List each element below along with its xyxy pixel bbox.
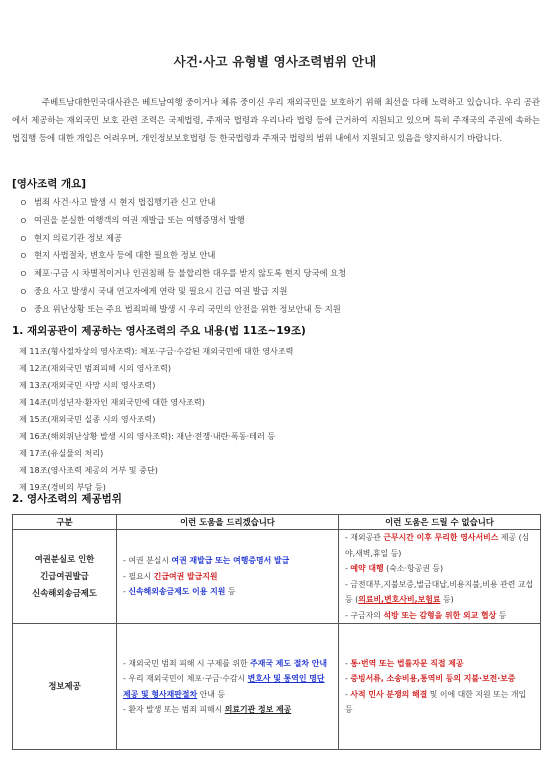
consular-scope-table (12, 514, 541, 750)
table-row (13, 624, 541, 750)
row-category: 여권분실로 인한 긴급여권발급 신속해외송금제도 (13, 530, 117, 624)
list-item: - 환자 발생 또는 범죄 피해시 의료기관 정보 제공 (123, 705, 292, 714)
list-item: - 재외국민 범죄 피해 시 구제를 위한 주재국 제도 절차 안내 (123, 658, 327, 668)
column-header-cannot-help: 이런 도움은 드릴 수 없습니다 (339, 515, 541, 530)
list-item: ㅇ 현지 사법절차, 변호사 등에 대한 필요한 정보 안내 (19, 250, 216, 263)
list-item: 제 17조(유실물의 처리) (19, 448, 104, 458)
list-item: ㅇ 범죄 사건·사고 발생 시 현지 법집행기관 신고 안내 (19, 197, 216, 209)
page-title: 사건·사고 유형별 영사조력범위 안내 (173, 54, 377, 69)
table-header-row (13, 515, 541, 530)
circle-bullet-icon: ㅇ (19, 216, 28, 227)
list-item: - 예약 대행 (숙소·항공권 등) (345, 564, 444, 573)
table-row (13, 530, 541, 624)
list-item: - 사적 민사 분쟁의 해결 및 이에 대한 지원 또는 개입 등 (345, 689, 527, 714)
list-item: 제 13조(재외국민 사망 시의 영사조력) (19, 380, 156, 390)
cannot-help-cell (339, 624, 541, 750)
cannot-help-cell (339, 530, 541, 624)
section1-heading: 1. 재외공관이 제공하는 영사조력의 주요 내용(법 11조~19조) (12, 325, 306, 337)
can-help-cell (117, 624, 339, 750)
can-help-cell (117, 530, 339, 624)
list-item: - 증빙서류, 소송비용,통역비 등의 지불·보전·보증 (345, 674, 516, 683)
list-item: - 우리 재외국민이 체포·구금·수감시 변호사 및 통역인 명단 제공 및 형사재판절차 안내 등 (123, 674, 325, 699)
circle-bullet-icon: ㅇ (19, 199, 28, 209)
circle-bullet-icon: ㅇ (19, 270, 28, 281)
article-list (19, 343, 293, 496)
list-item: - 구금자의 석방 또는 감형을 위한 외교 협상 등 (345, 610, 507, 620)
circle-bullet-icon: ㅇ (19, 234, 28, 245)
list-item: 제 11조(형사절차상의 영사조력): 체포·구금·수감된 재외국민에 대한 영사조력 (19, 346, 294, 356)
list-item: ㅇ 현지 의료기관 정보 제공 (19, 232, 123, 245)
list-item: - 여권 분실시 여권 재발급 또는 여행증명서 발급 (123, 556, 290, 566)
list-item: 제 18조(영사조력 제공의 거부 및 중단) (19, 465, 158, 475)
section2-heading: 2. 영사조력의 제공범위 (12, 493, 122, 505)
list-item: 제 14조(미성년자·환자인 재외국민에 대한 영사조력) (19, 397, 205, 407)
overview-list (19, 194, 346, 319)
list-item: - 신속해외송금제도 이용 지원 등 (123, 587, 236, 597)
list-item: ㅇ 여권을 분실한 여행객의 여권 재발급 또는 여행증명서 발행 (19, 214, 245, 227)
list-item: - 재외공관 근무시간 이후 무리한 영사서비스 제공 (심야,새벽,휴일 등) (345, 533, 530, 558)
circle-bullet-icon: ㅇ (19, 305, 28, 316)
list-item: 제 19조(경비의 부담 등) (19, 482, 106, 492)
row-category: 정보제공 (13, 624, 117, 750)
list-item: - 필요시 긴급여권 발급지원 (123, 571, 218, 581)
list-item: ㅇ 체포·구금 시 차별적이거나 인권침해 등 불합리한 대우를 받지 않도록 현지 당국에 요청 (19, 268, 347, 281)
circle-bullet-icon: ㅇ (19, 287, 28, 298)
list-item: - 통·번역 또는 법률자문 직접 제공 (345, 658, 464, 668)
column-header-category: 구분 (13, 515, 117, 530)
list-item: 제 16조(해외위난상황 발생 시의 영사조력): 재난·전쟁·내란·폭동·테러 등 (19, 431, 276, 441)
column-header-can-help: 이런 도움을 드리겠습니다 (117, 515, 339, 530)
overview-heading: [영사조력 개요] (12, 178, 87, 190)
list-item: 제 15조(재외국민 실종 시의 영사조력) (19, 414, 156, 424)
list-item: - 금전대부,지불보증,벌금대납,비용지불,비용 관련 교섭 등 (의료비,변호사비,보험료 등) (345, 579, 534, 604)
intro-paragraph: 주베트남대한민국대사관은 베트남여행 중이거나 체류 중이신 우리 재외국민을 보호하기 위해 최선을 다해 노력하고 있습니다. 우리 공관에서 제공하는 재외국민 보호 관련 조력은 국제법령, 주재국 법령과 우리나라 법령 등에 근거하여 지원되고 있으며 특히 주재국의 주권에 속하는 법집행 등에 대한 개입은 어려우며, 개인정보보호법령 등 한국법령과 주재국 법령의 범위 내에서 지원되고 있음을 양지하시기 바랍니다. (12, 97, 540, 143)
list-item: ㅇ 중요 사고 발생시 국내 연고자에게 연락 및 필요시 긴급 여권 발급 지원 (19, 285, 288, 298)
list-item: ㅇ 중요 위난상황 또는 주요 범죄피해 발생 시 우리 국민의 안전을 위한 정보안내 등 지원 (19, 303, 341, 316)
circle-bullet-icon: ㅇ (19, 252, 28, 263)
list-item: 제 12조(재외국민 범죄피해 시의 영사조력) (19, 363, 172, 373)
